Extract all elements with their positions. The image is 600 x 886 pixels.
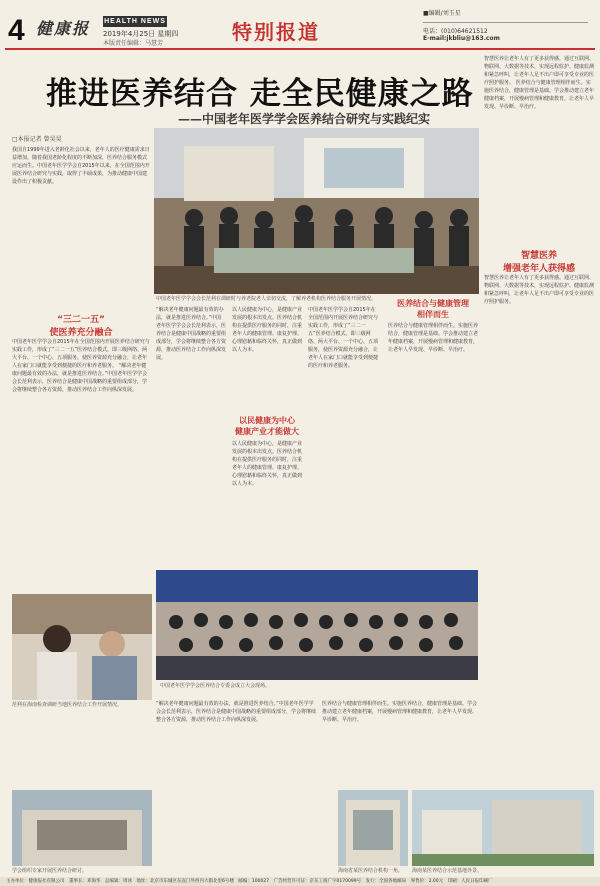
section-heading-4a: 智慧医养 xyxy=(520,251,557,261)
col4-text xyxy=(308,306,378,566)
editor-label: ■编辑/刘玉星 xyxy=(423,10,461,17)
lower-para-1: “解决老年健康问题最有效的办法，就是推进医养结合。”中国老年医学学会会长范利表示，医养结合是健康中国战略的重要组成部分，学会将继续整合各方资源，推动医养结合工作向纵深发展。 xyxy=(156,701,316,723)
col5-text xyxy=(388,322,478,572)
photo-group-caption: 中国老年医学学会医养结合专委会成立大会现场。 xyxy=(160,683,271,689)
photo-top-caption: 中国老年医学学会会长范利在调研时与养老院老人亲切交流，了解养老机构医养结合服务开展情况。 xyxy=(156,296,377,302)
contact-email: E-mail:jkbliu@163.com xyxy=(423,35,500,42)
section-heading-4b: 增强老年人获得感 xyxy=(502,264,575,274)
col2-para: “解决老年健康问题最有效的办法，就是推进医养结合。”中国老年医学学会会长范利表示，医养结合是健康中国战略的重要组成部分，学会将继续整合各方资源，推动医养结合工作向纵深发展。 xyxy=(156,307,226,361)
para-2: “解决老年健康问题最有效的办法，就是推进医养结合。”中国老年医学学会会长范利表示，医养结合是健康中国战略的重要组成部分，学会将继续整合各方资源，推动医养结合工作向纵深发展。 xyxy=(12,363,148,393)
section-1-text xyxy=(12,338,150,588)
section-heading-2b: 健康产业才能做大 xyxy=(235,427,299,436)
col6-para: 智慧医养让老年人有了更多获得感。通过互联网、物联网、大数据等技术，实现远程监护、健康监测和紧急呼叫，让老年人足不出户即可享受专业的医疗照护服务。 xyxy=(484,275,594,305)
photo-group xyxy=(156,570,478,680)
header-divider xyxy=(423,22,588,23)
contact-phone: 电话：(010)64621512 xyxy=(423,28,488,35)
section-heading-3b: 相伴而生 xyxy=(417,310,449,319)
para-health: 医养结合与健康管理相伴而生。实施医养结合，健康管理是基础。学会推动建立老年健康档案，开展慢病管理和健康教育，让老年人早发现、早诊断、早治疗。 xyxy=(484,80,595,110)
para-1: 中国老年医学学会自2015年在全国范围内开展医养结合研究与实践工作，形成了“三二一五”医养结合模式，即三级网络、两大平台、一个中心、五项服务，使医养资源充分融合，让老年人在家门口就能享受到便捷的医疗和养老服务。 xyxy=(12,339,150,369)
header-rule xyxy=(5,48,595,50)
col6-text xyxy=(484,274,594,814)
photo-left-caption: 范利在海南检查调研当地医养结合工作开展情况。 xyxy=(12,702,123,708)
issue-date: 2019年4月25日 星期四 xyxy=(103,30,179,38)
photo-bottom-right xyxy=(412,790,594,866)
photo-bottom-left xyxy=(12,790,152,866)
col4-para: 中国老年医学学会自2015年在全国范围内开展医养结合研究与实践工作，形成了“三二一五”医养结合模式，即三级网络、两大平台、一个中心、五项服务，使医养资源充分融合，让老年人在家门口就能享受到便捷的医疗和养老服务。 xyxy=(308,307,378,369)
article-subtitle: ——中国老年医学学会医养结合研究与实践纪实 xyxy=(178,112,431,126)
section-title: 特别报道 xyxy=(232,20,320,44)
article-title: 推进医养结合 走全民健康之路 xyxy=(46,76,474,112)
lower-para-2: 医养结合与健康管理相伴而生。实施医养结合，健康管理是基础。学会推动建立老年健康档案，开展慢病管理和健康教育，让老年人早发现、早诊断、早治疗。 xyxy=(322,701,478,723)
photo-bottom-right-caption: 海南某医养结合示范基地外景。 xyxy=(412,868,483,874)
photo-bottom-left-caption: 学会组织专家开展医养结合研讨。 xyxy=(12,868,88,874)
newspaper-logo-en: HEALTH NEWS xyxy=(104,18,166,25)
page-number: 4 xyxy=(8,14,25,47)
section-heading-1b: 使医养充分融合 xyxy=(49,328,113,338)
section-heading-2a: 以民健康为中心 xyxy=(239,416,295,425)
intro-text: 我国自1999年进入老龄化社会以来，老年人的医疗健康需求日益增加。随着我国老龄化程度的不断加深，医养结合服务模式应运而生。中国老年医学学会自2015年以来，在全国范围内开展医养结合研究与实践，取得了丰硕成果，为推动健康中国建设作出了积极贡献。 xyxy=(12,147,150,185)
edition-info: 本版责任编辑：马慧芳 xyxy=(103,40,164,47)
col3b-para: 以人民健康为中心，是健康产业发展的根本出发点。医养结合机构在提供医疗服务的同时，注重老年人的健康管理、康复护理、心理慰藉和临终关怀，真正做到以人为本。 xyxy=(232,441,302,487)
col3-text xyxy=(232,306,302,406)
section-heading-3 xyxy=(388,298,478,320)
lower-text-1 xyxy=(156,700,316,850)
para-smart: 智慧医养让老年人有了更多获得感。通过互联网、物联网、大数据等技术，实现远程监护、健康监测和紧急呼叫，让老年人足不出户即可享受专业的医疗照护服务。 xyxy=(484,56,595,86)
col3b-text xyxy=(232,440,302,570)
col3-para: 以人民健康为中心，是健康产业发展的根本出发点。医养结合机构在提供医疗服务的同时，注重老年人的健康管理、康复护理、心理慰藉和临终关怀，真正做到以人为本。 xyxy=(232,307,302,353)
section-heading-4 xyxy=(484,248,594,274)
section-heading-3a: 医养结合与健康管理 xyxy=(397,299,469,308)
photo-bottom-mid xyxy=(338,790,408,866)
section-heading-1a: “三二一五” xyxy=(57,315,105,325)
newspaper-logo: 健康报 xyxy=(36,19,91,38)
col2-text xyxy=(156,306,226,606)
byline: □本报记者 曾昊昊 xyxy=(12,136,62,143)
section-heading-1 xyxy=(12,312,150,338)
photo-top xyxy=(154,128,479,294)
photo-bottom-mid-caption: 海南省某医养结合机构一角。 xyxy=(338,868,404,874)
section-heading-2 xyxy=(232,415,302,437)
footer-imprint: 主办单位：健康报社有限公司 董事长：邓海华 总编辑：周冰 地址：北京市东城区东直门外西内大街北里6号楼 邮编：100027 广告经营许可证：京东工商广字0170099号 发行：全国各地邮局 零售价：2.00元 印刷：人民日报印刷厂 xyxy=(0,877,600,886)
right-column-text xyxy=(484,55,594,245)
col5-para: 医养结合与健康管理相伴而生。实施医养结合，健康管理是基础。学会推动建立老年健康档案，开展慢病管理和健康教育，让老年人早发现、早诊断、早治疗。 xyxy=(388,323,478,353)
photo-left xyxy=(12,594,152,700)
